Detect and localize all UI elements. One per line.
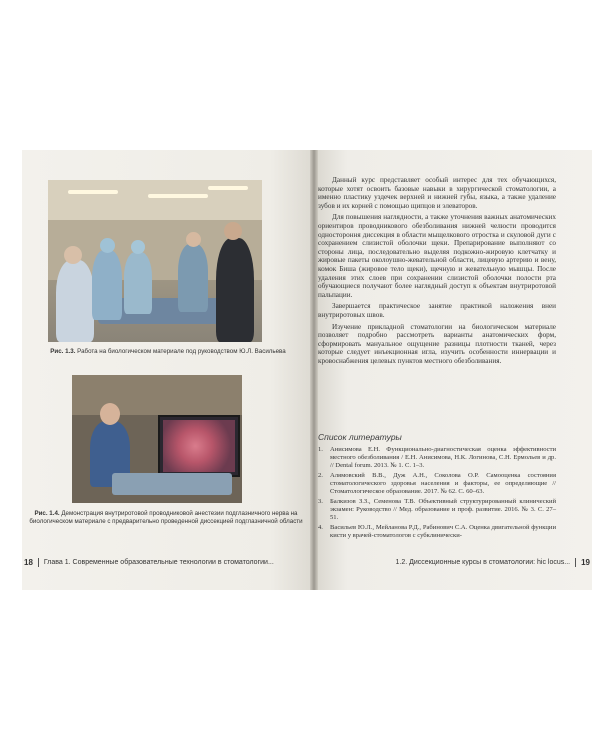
reference-number: 1. [318, 446, 323, 453]
reference-number: 4. [318, 524, 323, 531]
page-number: 19 [575, 558, 592, 567]
references-title: Список литературы [318, 432, 402, 442]
paragraph: Для повышения наглядности, а также уточнения важных анатомических ориентиров проводникового обезболивания нижней челюсти проводится одностороння диссекция в области мыщелкового отростка и скуловой дуги с сохранением слизистой оболочки щеки. Препарирование выполняют со стороны лица, последовательно выделяя подкожно-жировую клетчатку и жировые пакеты околоушно-жевательной области, лицевую артерию и вену, комок Биша (жировое тело щеки), щечную и жевательную мышцы. После удаления этих слоев при сохранении слизистой оболочки полости рта обучающиеся получают более наглядный доступ к объектам внутриротовой пальпации. [318, 213, 556, 299]
left-page-footer [22, 555, 310, 569]
figure-2-caption [28, 510, 304, 526]
reference-text: Балкизов З.З., Семенова Т.В. Объективный структурированный клинический экзамен: Руководство // Мед. образование и проф. развитие. 2016. № 3. С. 27–51. [330, 498, 556, 521]
ceiling-light [148, 194, 208, 198]
reference-number: 2. [318, 472, 323, 479]
person [92, 250, 122, 320]
person [178, 244, 208, 312]
person [124, 252, 152, 314]
reference-text: Васильев Ю.Л., Мейланова Р.Д., Рабинович С.А. Оценка двигательной функции кисти у врачей-стоматологов с субклинически- [330, 524, 556, 539]
paragraph: Данный курс представляет особый интерес для тех обучающихся, которые хотят освоить базовые навыки в хирургической стоматологии, а именно пластику уздечек верхней и нижней губы, языка, а также удаление зубов и их корней с помощью щипцов и элеваторов. [318, 176, 556, 210]
photo-shelf [72, 375, 242, 415]
person-head [64, 246, 82, 264]
figure-2-photo [72, 375, 242, 503]
person-head [224, 222, 242, 240]
reference-text: Алямовский В.В., Дуж А.Н., Соколова О.Р. Самооценка состояния стоматологического здоровья населения и факторы, ее определяющие // Стоматологическое образование. 2017. № 62. С. 60–63. [330, 472, 556, 495]
paragraph: Изучение прикладной стоматологии на биологическом материале позволяет подробно рассмотреть варианты анатомических форм, сформировать мануальное ощущение разницы плотности тканей, через которые следует инъекционная игла, изучить особенности иннервации и кровоснабжения целевых пунктов местного обезболивания. [318, 322, 556, 365]
figure-2-label: Рис. 1.4. [34, 510, 60, 517]
reference-item [318, 498, 556, 522]
dissection-table [112, 473, 232, 495]
figure-1-caption [48, 348, 288, 356]
figure-2-text: Демонстрация внутриротовой проводниковой анестезии подглазничного нерва на биологическом материале с предварительно проведенной диссекцией подглазничной области [29, 510, 303, 525]
monitor [158, 415, 240, 477]
person [56, 260, 94, 342]
page-number: 18 [22, 558, 39, 567]
running-title: Глава 1. Современные образовательные технологии в стоматологии... [43, 558, 274, 566]
ceiling-light [68, 190, 118, 194]
person-lecturer [216, 238, 254, 342]
ceiling-light [208, 186, 248, 190]
figure-1-photo [48, 180, 262, 342]
person-head [100, 238, 115, 253]
reference-text: Анисимова Е.Н. Функционально-диагностическая оценка эффективности местного обезболивания / Е.Н. Анисимова, Н.К. Логинова, С.Н. Ермольев и др. // Dental forum. 2013. № 1. С. 1–3. [330, 446, 556, 469]
figure-1-label: Рис. 1.3. [50, 348, 76, 355]
references-list [318, 446, 556, 542]
person-head [100, 403, 120, 425]
book-gutter [310, 150, 318, 590]
figure-1-text: Работа на биологическом материале под руководством Ю.Л. Васильева [77, 348, 286, 355]
right-page-body [318, 176, 556, 368]
person-head [186, 232, 201, 247]
reference-item [318, 524, 556, 540]
reference-item [318, 446, 556, 470]
reference-item [318, 472, 556, 496]
person-head [131, 240, 145, 254]
monitor-screen [163, 420, 235, 472]
paragraph: Завершается практическое занятие практикой наложения внеи внутриротовых швов. [318, 302, 556, 319]
right-page-footer [314, 555, 592, 569]
running-title: 1.2. Диссекционные курсы в стоматологии: hic locus... [395, 558, 571, 566]
reference-number: 3. [318, 498, 323, 505]
